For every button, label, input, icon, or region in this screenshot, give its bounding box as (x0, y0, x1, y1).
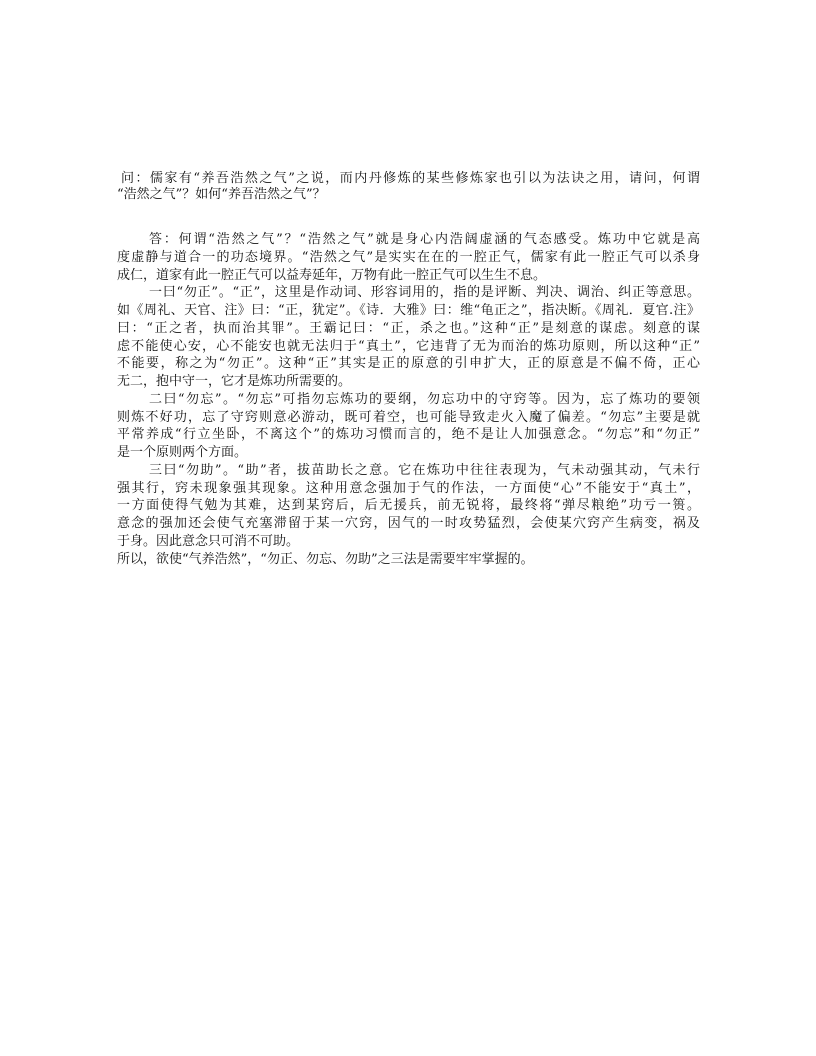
answer-line: 是一个原则两个方面。 (117, 445, 248, 460)
answer-line: 则炼不好功，忘了守窍则意必游动，既可着空，也可能导致走火入魔了偏差。“勿忘”主要是就 (117, 410, 700, 425)
answer-line: 不能要，称之为“勿正”。这种“正”其实是正的原意的引申扩大，正的原意是不偏不倚，正心 (117, 356, 700, 371)
answer-line: 意念的强加还会使气充塞滞留于某一穴窍，因气的一时攻势猛烈，会使某穴窍产生病变，祸及 (117, 516, 700, 531)
answer-line: 一曰“勿正”。“正”，这里是作动词、形容词用的，指的是评断、判决、调治、纠正等意思。 (149, 285, 700, 300)
answer-line: 于身。因此意念只可消不可助。 (117, 534, 300, 549)
answer-line: 答：何谓“浩然之气”？“浩然之气”就是身心内浩阔虚涵的气态感受。炼功中它就是高 (149, 232, 700, 247)
answer-line: 成仁，道家有此一腔正气可以益寿延年，万物有此一腔正气可以生生不息。 (117, 268, 547, 283)
question-line: “浩然之气”？如何“养吾浩然之气”？ (117, 187, 326, 202)
conclusion-line: 所以，欲使“气养浩然”，“勿正、勿忘、勿助”之三法是需要牢牢掌握的。 (117, 552, 534, 567)
answer-line: 平常养成“行立坐卧，不离这个”的炼功习惯而言的，绝不是让人加强意念。“勿忘”和“勿正” (117, 427, 700, 442)
answer-line: 三曰“勿助”。“助”者，拔苗助长之意。它在炼功中往往表现为，气未动强其动，气未行 (149, 463, 700, 478)
answer-line: 度虚静与道合一的功态境界。“浩然之气”是实实在在的一腔正气，儒家有此一腔正气可以杀身 (117, 250, 700, 265)
answer-line: 强其行，窍未现象强其现象。这种用意念强加于气的作法，一方面使“心”不能安于“真土”， (117, 481, 700, 496)
answer-line: 一方面使得气勉为其难，达到某窍后，后无援兵，前无锐将，最终将“弹尽粮绝”功亏一篑。 (117, 498, 700, 513)
answer-line: 虑不能使心安，心不能安也就无法归于“真土”，它违背了无为而治的炼功原则，所以这种“正” (117, 339, 700, 354)
question-line: 问：儒家有“养吾浩然之气”之说，而内丹修炼的某些修炼家也引以为法诀之用，请问，何谓 (121, 171, 700, 186)
answer-line: 无二，抱中守一，它才是炼功所需要的。 (117, 374, 352, 389)
answer-line: 曰：“正之者，执而治其罪”。王霸记曰：“正，杀之也。”这种“正”是刻意的谋虑。刻意的谋 (117, 321, 700, 336)
answer-line: 二曰“勿忘”。“勿忘”可指勿忘炼功的要纲，勿忘功中的守窍等。因为，忘了炼功的要领 (149, 392, 700, 407)
answer-line: 如《周礼、天官、注》曰：“正，犹定”。《诗．大雅》曰：维“龟正之”，指决断。《周礼．夏官.注》 (117, 303, 700, 318)
